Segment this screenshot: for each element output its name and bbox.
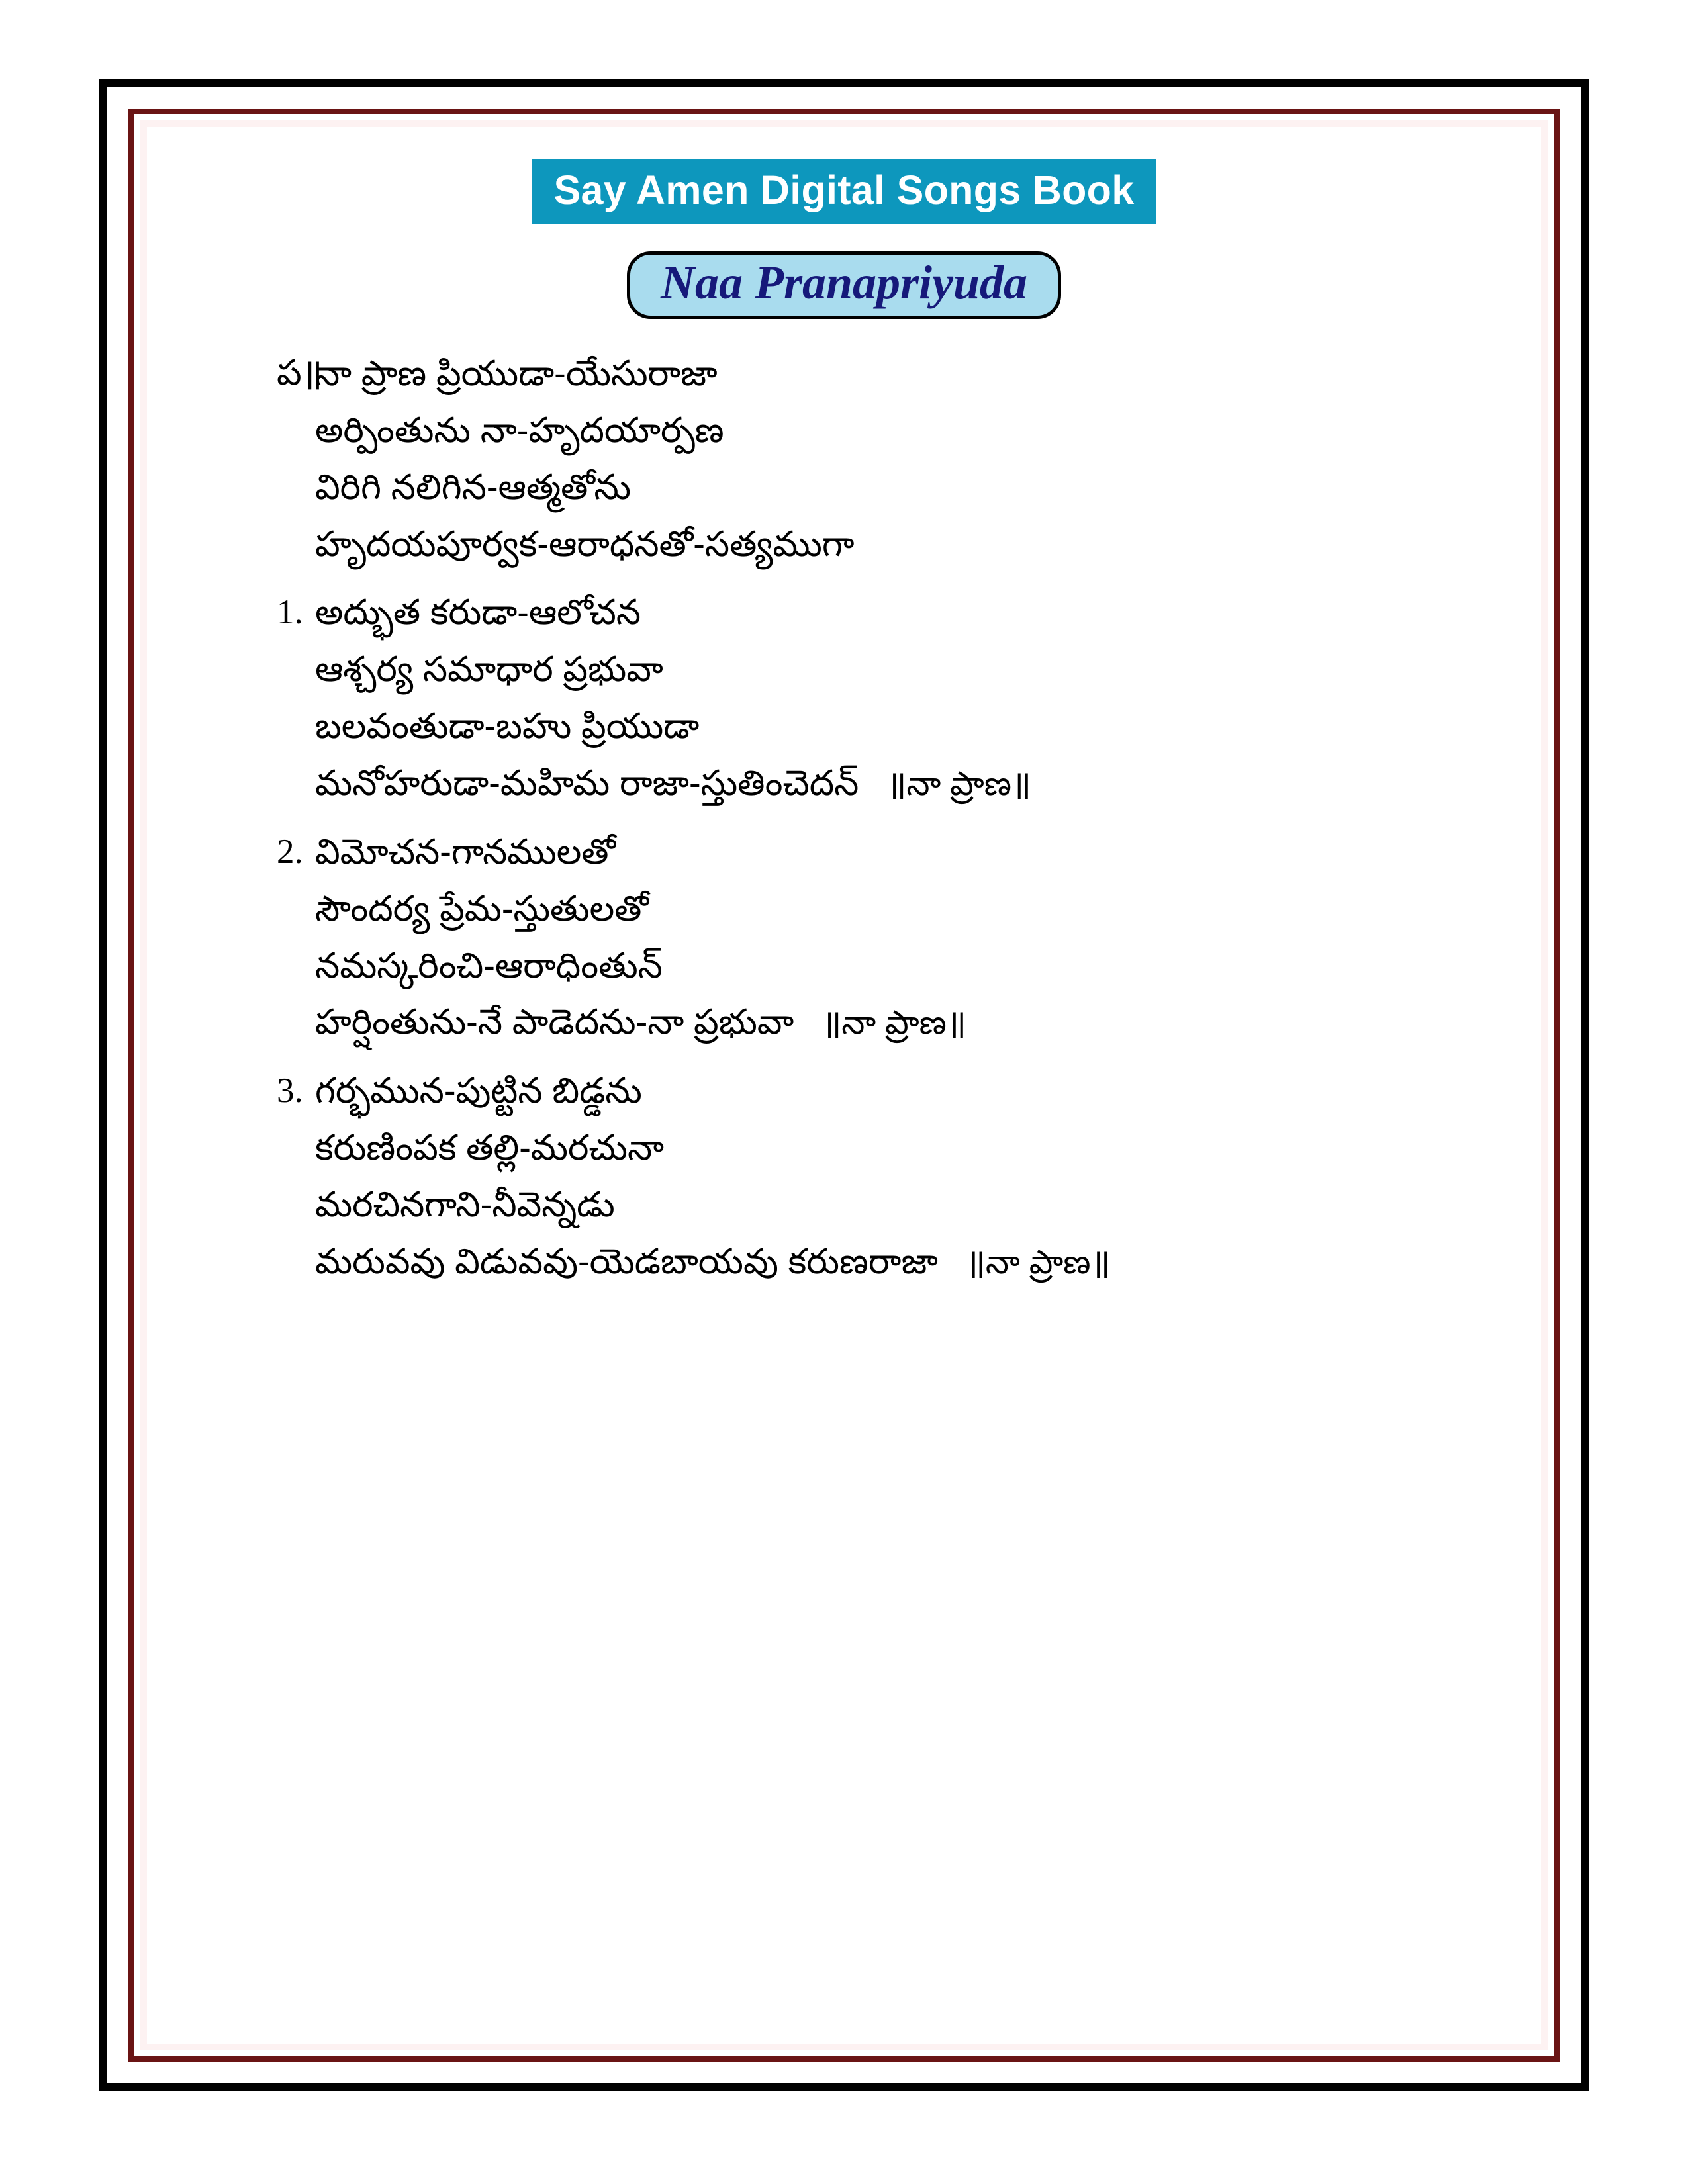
song-title-pill [627, 251, 1061, 319]
lyric-line [154, 459, 1534, 516]
lyric-line [154, 698, 1534, 755]
lyric-stanza [154, 345, 1534, 572]
lyric-line [154, 881, 1534, 938]
lyric-line-text: విరిగి నలిగిన-ఆత్మతోను [315, 467, 632, 507]
lyric-line-text: మరువవు విడువవు-యెడబాయవు కరుణరాజా [315, 1242, 938, 1281]
page-border-outer [99, 79, 1589, 2091]
lyric-line [154, 516, 1534, 573]
lyric-line [154, 1120, 1534, 1177]
lyric-line-text: అద్భుత కరుడా-ఆలోచన [315, 593, 641, 633]
stanza-marker: 2. [277, 832, 303, 871]
refrain-marker: ॥నా ప్రాణ॥ [821, 1004, 966, 1042]
lyric-line-text: నా ప్రాణ ప్రియుడా-యేసురాజా [315, 354, 718, 393]
lyric-line-text: అర్పింతును నా-హృదయార్పణ [315, 410, 724, 450]
lyric-line [154, 584, 1534, 641]
lyric-line [154, 402, 1534, 459]
lyric-line [154, 1063, 1534, 1120]
lyric-line-text: ఆశ్చర్య సమాధార ప్రభువా [315, 650, 663, 690]
lyric-line-text: నమస్కరించి-ఆరాధింతున్ [315, 946, 663, 985]
page-border-pink-gap [140, 120, 1548, 2050]
lyric-line [154, 755, 1534, 812]
lyric-line [154, 994, 1534, 1051]
lyric-stanza [154, 824, 1534, 1051]
stanza-marker: ప॥ [277, 354, 323, 392]
page-border-white-gap [115, 95, 1573, 2075]
lyric-stanza [154, 1063, 1534, 1290]
lyric-line [154, 1234, 1534, 1291]
lyric-line [154, 938, 1534, 995]
lyric-line-text: విమోచన-గానములతో [315, 832, 616, 872]
refrain-marker: ॥నా ప్రాణ॥ [886, 765, 1031, 803]
lyrics-body [154, 345, 1534, 1291]
lyric-line-text: బలవంతుడా-బహు ప్రియుడా [315, 707, 700, 747]
lyric-line-text: హృదయపూర్వక-ఆరాధనతో-సత్యముగా [315, 524, 855, 564]
lyric-line-text: హర్షింతును-నే పాడెదను-నా ప్రభువా [315, 1003, 794, 1042]
lyric-line [154, 641, 1534, 698]
lyric-line-text: గర్భమున-పుట్టిన బిడ్డను [315, 1071, 642, 1111]
stanza-marker: 1. [277, 593, 303, 632]
refrain-marker: ॥నా ప్రాణ॥ [965, 1243, 1111, 1281]
lyric-line [154, 1177, 1534, 1234]
page-border-maroon [128, 109, 1560, 2062]
lyric-line-text: మనోహరుడా-మహిమ రాజా-స్తుతించెదన్ [315, 764, 859, 803]
lyric-stanza [154, 584, 1534, 811]
lyric-line [154, 824, 1534, 881]
page-content [154, 134, 1534, 2037]
lyric-line-text: సౌందర్య ప్రేమ-స్తుతులతో [315, 889, 649, 929]
song-title-text: Naa Pranapriyuda [660, 256, 1028, 309]
lyric-line [154, 345, 1534, 402]
book-title-banner: Say Amen Digital Songs Book [532, 159, 1157, 224]
stanza-marker: 3. [277, 1071, 303, 1111]
song-title-container [154, 251, 1534, 319]
header-banner-container [154, 159, 1534, 224]
lyric-line-text: కరుణింపక తల్లి-మరచునా [315, 1128, 665, 1168]
lyric-line-text: మరచినగాని-నీవెన్నడు [315, 1185, 615, 1225]
